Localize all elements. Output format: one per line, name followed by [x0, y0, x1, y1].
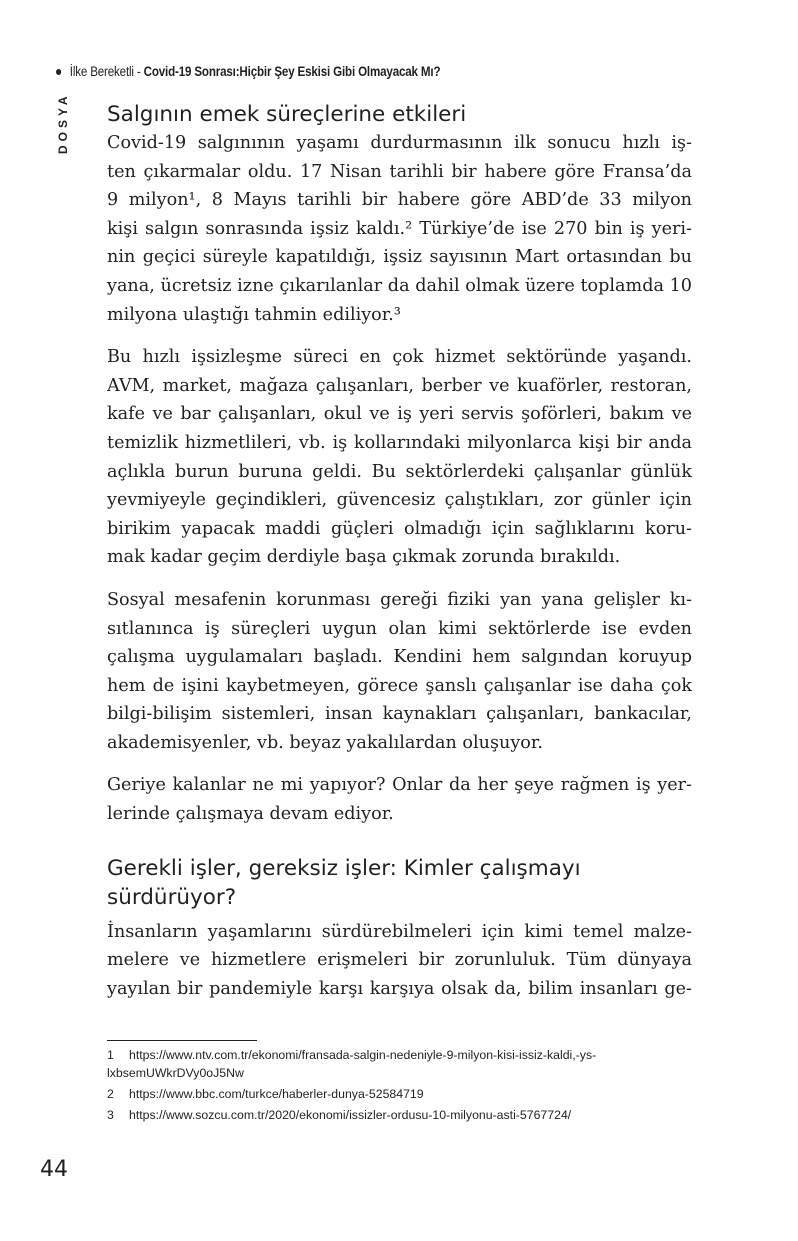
- text-line: 9 milyon¹, 8 Mayıs tarihli bir habere göre ABD’de 33 milyon: [107, 190, 692, 211]
- running-title: Covid-19 Sonrası:Hiçbir Şey Eskisi Gibi Olmayacak Mı?: [143, 64, 441, 79]
- footnotes: [107, 1046, 707, 1127]
- footnote-link[interactable]: https://www.ntv.com.tr/ekonomi/fransada-salgin-nedeniyle-9-milyon-kisi-issiz-kaldi,-ys-lxbsemUWkrDVy0oJ5Nw: [107, 1048, 597, 1080]
- bullet-icon: [56, 69, 61, 75]
- text-line: Bu hızlı işsizleşme süreci en çok hizmet sektöründe yaşandı.: [107, 347, 692, 368]
- text-line: İnsanların yaşamlarını sürdürebilmeleri için kimi temel malze-: [107, 921, 692, 942]
- text-line: Sosyal mesafenin korunması gereği fiziki yan yana gelişler kı-: [107, 589, 692, 610]
- text-line: mak kadar geçim derdiyle başa çıkmak zorunda bırakıldı.: [107, 547, 621, 568]
- text-line: ten çıkarmalar oldu. 17 Nisan tarihli bir habere göre Fransa’da: [107, 161, 692, 182]
- text-line: milyona ulaştığı tahmin ediliyor.³: [107, 304, 401, 325]
- footnote-2: [107, 1085, 707, 1103]
- text-line: kafe ve bar çalışanları, okul ve iş yeri servis şoförleri, bakım ve: [107, 404, 692, 425]
- footnote-number: 2: [107, 1087, 114, 1101]
- text-line: melere ve hizmetlere erişmeleri bir zorunluluk. Tüm dünyaya: [107, 950, 692, 971]
- section-tag: DOSYA: [56, 92, 70, 154]
- text-line: sıtlanınca iş süreçleri uygun olan kimi sektörlerde ise evden: [107, 618, 692, 639]
- paragraph-4: [107, 771, 692, 828]
- text-line: temizlik hizmetlileri, vb. iş kollarındaki milyonlarca kişi bir anda: [107, 432, 692, 453]
- text-line: yevmiyeyle geçindikleri, güvencesiz çalıştıkları, zor günler için: [107, 490, 692, 511]
- text-line: kişi salgın sonrasında işsiz kaldı.² Türkiye’de ise 270 bin iş yeri-: [107, 218, 692, 239]
- footnote-link[interactable]: https://www.sozcu.com.tr/2020/ekonomi/issizler-ordusu-10-milyonu-asti-5767724/: [129, 1108, 572, 1122]
- heading-line: Gerekli işler, gereksiz işler: Kimler çalışmayı: [107, 855, 581, 881]
- section-heading-2: [107, 854, 692, 912]
- text-line: çalışma uygulamaları başladı. Kendini hem salgından koruyup: [107, 647, 692, 668]
- paragraph-5: [107, 918, 692, 1004]
- text-line: akademisyenler, vb. beyaz yakalılardan oluşuyor.: [107, 732, 543, 753]
- running-header: [56, 64, 440, 79]
- paragraph-2: [107, 343, 692, 572]
- paragraph-1: [107, 129, 692, 329]
- footnote-number: 1: [107, 1048, 114, 1062]
- text-line: açlıkla burun buruna geldi. Bu sektörlerdeki çalışanlar günlük: [107, 461, 692, 482]
- page-number: 44: [40, 1157, 68, 1182]
- footnote-1: [107, 1046, 707, 1082]
- text-line: bilgi-bilişim sistemleri, insan kaynakları çalışanları, bankacılar,: [107, 704, 692, 725]
- footnote-link[interactable]: https://www.bbc.com/turkce/haberler-dunya-52584719: [129, 1087, 424, 1101]
- text-line: Geriye kalanlar ne mi yapıyor? Onlar da her şeye rağmen iş yer-: [107, 775, 692, 796]
- text-line: yayılan bir pandemiyle karşı karşıya olsak da, bilim insanları ge-: [107, 978, 692, 999]
- text-line: yana, ücretsiz izne çıkarılanlar da dahil olmak üzere toplamda 10: [107, 275, 692, 296]
- footnote-3: [107, 1106, 707, 1124]
- paragraph-3: [107, 586, 692, 758]
- text-line: nin geçici süreyle kapatıldığı, işsiz sayısının Mart ortasından bu: [107, 247, 692, 268]
- heading-line: sürdürüyor?: [107, 884, 237, 910]
- footnote-divider: [107, 1040, 257, 1041]
- text-line: Covid-19 salgınının yaşamı durdurmasının ilk sonucu hızlı iş-: [107, 133, 692, 153]
- text-line: lerinde çalışmaya devam ediyor.: [107, 804, 394, 825]
- running-author: İlke Bereketli -: [69, 64, 141, 79]
- text-line: birikim yapacak maddi güçleri olmadığı için sağlıklarını koru-: [107, 518, 692, 539]
- footnote-number: 3: [107, 1108, 114, 1122]
- main-column: [107, 100, 692, 1003]
- text-line: hem de işini kaybetmeyen, görece şanslı çalışanlar ise daha çok: [107, 675, 692, 696]
- section-heading-1: Salgının emek süreçlerine etkileri: [107, 102, 467, 127]
- text-line: AVM, market, mağaza çalışanları, berber ve kuaförler, restoran,: [107, 375, 692, 396]
